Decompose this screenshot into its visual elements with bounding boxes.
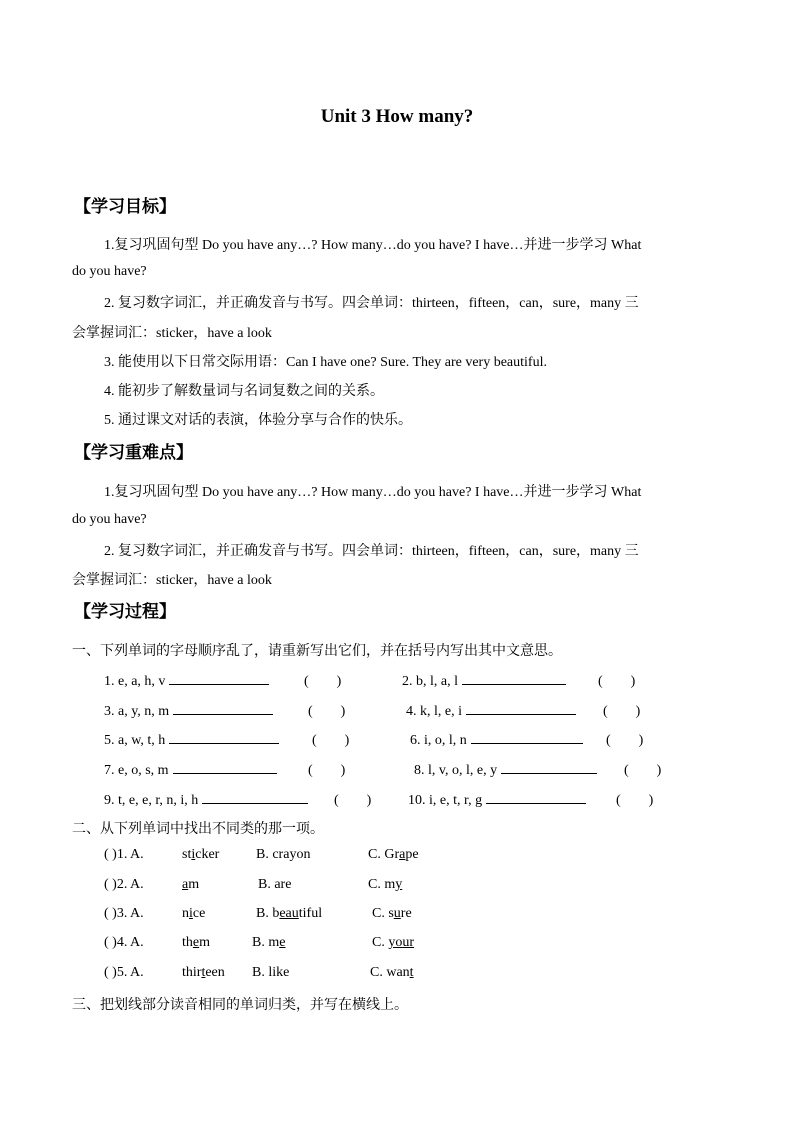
part2-q2-number: ( )2. A. bbox=[104, 877, 144, 892]
part2-q1-option-a[interactable]: sticker bbox=[182, 847, 220, 862]
part1-heading: 一、下列单词的字母顺序乱了，请重新写出它们，并在括号内写出其中文意思。 bbox=[72, 644, 562, 659]
answer-blank[interactable] bbox=[169, 729, 279, 744]
keypoint-2-line-2: 会掌握词汇：sticker，have a look bbox=[72, 573, 272, 588]
part1-item-7: 7. e, o, s, m bbox=[104, 759, 277, 779]
part2-q1-option-c[interactable]: C. Grape bbox=[368, 847, 419, 862]
part1-item-4: 4. k, l, e, i bbox=[406, 700, 576, 720]
answer-blank[interactable] bbox=[173, 700, 273, 715]
keypoint-1-line-1: 1.复习巩固句型 Do you have any…? How many…do you have? I have…并进一步学习 What bbox=[104, 485, 642, 500]
answer-blank[interactable] bbox=[471, 729, 583, 744]
part2-q3-option-c[interactable]: C. sure bbox=[372, 906, 412, 921]
part2-q5-option-a[interactable]: thirteen bbox=[182, 965, 225, 980]
part2-q1-number: ( )1. A. bbox=[104, 847, 144, 862]
part3-heading: 三、把划线部分读音相同的单词归类，并写在横线上。 bbox=[72, 998, 408, 1013]
part2-q5-number: ( )5. A. bbox=[104, 965, 144, 980]
part1-paren-9[interactable]: ( ) bbox=[334, 793, 372, 808]
goal-2-line-1: 2. 复习数字词汇，并正确发音与书写。四会单词：thirteen，fifteen，can，sure，many 三 bbox=[104, 296, 639, 311]
section-keypoints-heading: 【学习重难点】 bbox=[74, 443, 193, 463]
part2-q2-option-c[interactable]: C. my bbox=[368, 877, 403, 892]
part1-item-8: 8. l, v, o, l, e, y bbox=[414, 759, 597, 779]
part1-paren-10[interactable]: ( ) bbox=[616, 793, 654, 808]
part2-q4-number: ( )4. A. bbox=[104, 935, 144, 950]
part2-q4-option-a[interactable]: them bbox=[182, 935, 210, 950]
goal-5: 5. 通过课文对话的表演，体验分享与合作的快乐。 bbox=[104, 413, 412, 428]
part1-item-1: 1. e, a, h, v bbox=[104, 670, 269, 690]
answer-blank[interactable] bbox=[501, 759, 597, 774]
part2-q5-option-c[interactable]: C. want bbox=[370, 965, 414, 980]
part1-item-10: 10. i, e, t, r, g bbox=[408, 789, 586, 809]
answer-blank[interactable] bbox=[202, 789, 308, 804]
answer-blank[interactable] bbox=[173, 759, 277, 774]
answer-blank[interactable] bbox=[466, 700, 576, 715]
goal-1-line-2: do you have? bbox=[72, 264, 147, 279]
part1-item-3: 3. a, y, n, m bbox=[104, 700, 273, 720]
part1-paren-3[interactable]: ( ) bbox=[308, 704, 346, 719]
part1-paren-5[interactable]: ( ) bbox=[312, 733, 350, 748]
part2-q1-option-b[interactable]: B. crayon bbox=[256, 847, 311, 862]
part1-paren-1[interactable]: ( ) bbox=[304, 674, 342, 689]
goal-1-line-1: 1.复习巩固句型 Do you have any…? How many…do you have? I have…并进一步学习 What bbox=[104, 238, 642, 253]
part2-q2-option-b[interactable]: B. are bbox=[258, 877, 292, 892]
section-goals-heading: 【学习目标】 bbox=[74, 197, 176, 217]
part2-q2-option-a[interactable]: am bbox=[182, 877, 200, 892]
page-title: Unit 3 How many? bbox=[320, 106, 474, 127]
goal-3: 3. 能使用以下日常交际用语：Can I have one? Sure. They are very beautiful. bbox=[104, 355, 547, 370]
part1-item-9: 9. t, e, e, r, n, i, h bbox=[104, 789, 308, 809]
answer-blank[interactable] bbox=[462, 670, 566, 685]
goal-4: 4. 能初步了解数量词与名词复数之间的关系。 bbox=[104, 384, 384, 399]
part2-q3-number: ( )3. A. bbox=[104, 906, 144, 921]
part2-heading: 二、从下列单词中找出不同类的那一项。 bbox=[72, 822, 324, 837]
part1-paren-2[interactable]: ( ) bbox=[598, 674, 636, 689]
keypoint-1-line-2: do you have? bbox=[72, 512, 147, 527]
part2-q3-option-a[interactable]: nice bbox=[182, 906, 206, 921]
answer-blank[interactable] bbox=[486, 789, 586, 804]
goal-2-line-2: 会掌握词汇：sticker，have a look bbox=[72, 326, 272, 341]
part1-paren-8[interactable]: ( ) bbox=[624, 763, 662, 778]
part2-q5-option-b[interactable]: B. like bbox=[252, 965, 290, 980]
part1-paren-4[interactable]: ( ) bbox=[603, 704, 641, 719]
part1-paren-7[interactable]: ( ) bbox=[308, 763, 346, 778]
part1-item-5: 5. a, w, t, h bbox=[104, 729, 279, 749]
keypoint-2-line-1: 2. 复习数字词汇，并正确发音与书写。四会单词：thirteen，fifteen，can，sure，many 三 bbox=[104, 544, 639, 559]
part1-item-2: 2. b, l, a, l bbox=[402, 670, 566, 690]
part1-paren-6[interactable]: ( ) bbox=[606, 733, 644, 748]
answer-blank[interactable] bbox=[169, 670, 269, 685]
part2-q4-option-b[interactable]: B. me bbox=[252, 935, 286, 950]
section-process-heading: 【学习过程】 bbox=[74, 602, 176, 622]
part2-q3-option-b[interactable]: B. beautiful bbox=[256, 906, 323, 921]
part1-item-6: 6. i, o, l, n bbox=[410, 729, 583, 749]
part2-q4-option-c[interactable]: C. your bbox=[372, 935, 415, 950]
